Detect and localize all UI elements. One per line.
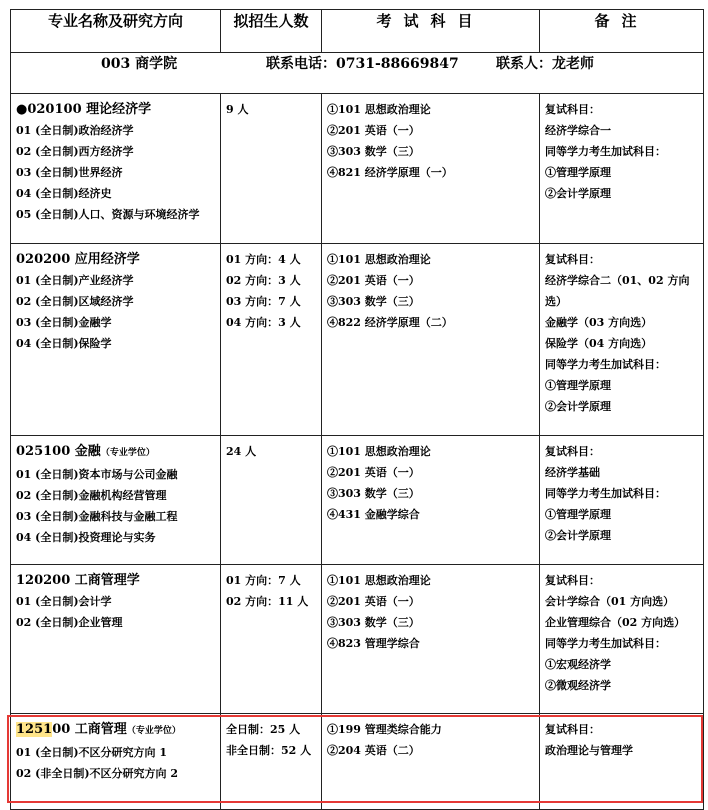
direction-item: 01 (全日制)不区分研究方向 1: [16, 746, 168, 759]
major-title: 120200 工商管理学: [16, 573, 140, 588]
quota-item: 02 方向：3 人: [226, 274, 301, 287]
note-item: 经济学综合一: [545, 124, 611, 137]
direction-item: 02 (全日制)企业管理: [16, 616, 123, 629]
note-item: 复试科目：: [545, 445, 600, 458]
note-item: 会计学综合（01 方向选）: [545, 595, 675, 608]
quota-item: 01 方向：7 人: [226, 574, 301, 587]
note-item: 金融学（03 方向选）: [545, 316, 653, 329]
quota-item: 04 方向：3 人: [226, 316, 301, 329]
direction-item: 03 (全日制)金融科技与金融工程: [16, 510, 178, 523]
note-item: 政治理论与管理学: [545, 744, 633, 757]
table-row: [11, 714, 704, 810]
exam-item: ③303 数学（三）: [327, 487, 420, 500]
note-item: 同等学力考生加试科目：: [545, 637, 666, 650]
note-item: 同等学力考生加试科目：: [545, 487, 666, 500]
note-item: 保险学（04 方向选）: [545, 337, 653, 350]
exam-item: ②201 英语（一）: [327, 595, 420, 608]
quota-item: 9 人: [226, 103, 249, 116]
major-title: 00 工商管理: [52, 722, 127, 737]
exam-item: ④822 经济学原理（二）: [327, 316, 453, 329]
note-item: 复试科目：: [545, 103, 600, 116]
exam-item: ①101 思想政治理论: [327, 103, 431, 116]
note-item: ②微观经济学: [545, 679, 611, 692]
header-note: 备注: [540, 10, 704, 53]
quota-item: 02 方向：11 人: [226, 595, 309, 608]
note-item: 同等学力考生加试科目：: [545, 145, 666, 158]
quota-item: 全日制：25 人: [226, 723, 301, 736]
exam-item: ③303 数学（三）: [327, 616, 420, 629]
note-item: 企业管理综合（02 方向选）: [545, 616, 686, 629]
major-title: ●020100 理论经济学: [16, 102, 152, 117]
header-major: 专业名称及研究方向: [11, 10, 221, 53]
direction-item: 02 (全日制)西方经济学: [16, 145, 134, 158]
table-row: [11, 436, 704, 565]
exam-item: ④431 金融学综合: [327, 508, 420, 521]
note-item: 经济学基础: [545, 466, 600, 479]
exam-item: ①101 思想政治理论: [327, 574, 431, 587]
quota-item: 03 方向：7 人: [226, 295, 301, 308]
direction-item: 05 (全日制)人口、资源与环境经济学: [16, 208, 200, 221]
note-item: ②会计学原理: [545, 400, 611, 413]
school-contact: 联系人：龙老师: [496, 56, 594, 72]
header-row: [11, 10, 704, 53]
major-title: 025100 金融: [16, 444, 101, 459]
exam-item: ②201 英语（一）: [327, 466, 420, 479]
major-code-highlight: 1251: [16, 722, 53, 737]
direction-item: 01 (全日制)会计学: [16, 595, 112, 608]
note-item: ②会计学原理: [545, 529, 611, 542]
exam-item: ④821 经济学原理（一）: [327, 166, 453, 179]
note-item: 同等学力考生加试科目：: [545, 358, 666, 371]
note-item: ①管理学原理: [545, 379, 611, 392]
direction-item: 04 (全日制)保险学: [16, 337, 112, 350]
direction-item: 04 (全日制)经济史: [16, 187, 112, 200]
direction-item: 01 (全日制)产业经济学: [16, 274, 134, 287]
exam-item: ③303 数学（三）: [327, 145, 420, 158]
note-item: 复试科目：: [545, 253, 600, 266]
note-item: ②会计学原理: [545, 187, 611, 200]
school-row: [11, 53, 704, 94]
quota-item: 24 人: [226, 445, 257, 458]
major-title: 020200 应用经济学: [16, 252, 140, 267]
exam-item: ②201 英语（一）: [327, 274, 420, 287]
direction-item: 03 (全日制)金融学: [16, 316, 112, 329]
direction-item: 02 (全日制)金融机构经营管理: [16, 489, 167, 502]
direction-item: 01 (全日制)政治经济学: [16, 124, 134, 137]
major-tag: （专业学位）: [100, 448, 155, 458]
direction-item: 04 (全日制)投资理论与实务: [16, 531, 156, 544]
exam-item: ②204 英语（二）: [327, 744, 420, 757]
table-row: [11, 244, 704, 436]
quota-item: 01 方向：4 人: [226, 253, 301, 266]
exam-item: ①101 思想政治理论: [327, 445, 431, 458]
note-item: ①管理学原理: [545, 508, 611, 521]
note-item: 复试科目：: [545, 574, 600, 587]
exam-item: ①101 思想政治理论: [327, 253, 431, 266]
direction-item: 01 (全日制)资本市场与公司金融: [16, 468, 178, 481]
note-item: 复试科目：: [545, 723, 600, 736]
exam-item: ④823 管理学综合: [327, 637, 420, 650]
header-exam: 考试科目: [322, 10, 540, 53]
note-item: ①宏观经济学: [545, 658, 611, 671]
note-item: 经济学综合二（01、02 方向选）: [545, 274, 690, 308]
admission-table: [10, 9, 704, 810]
exam-item: ②201 英语（一）: [327, 124, 420, 137]
direction-item: 02 (非全日制)不区分研究方向 2: [16, 767, 179, 780]
school-name: 003 商学院: [101, 56, 178, 72]
header-quota: 拟招生人数: [221, 10, 322, 53]
school-phone: 联系电话：0731-88669847: [266, 56, 459, 72]
major-tag: （专业学位）: [126, 726, 181, 736]
table-row: [11, 94, 704, 244]
table-row: [11, 565, 704, 714]
direction-item: 03 (全日制)世界经济: [16, 166, 123, 179]
quota-item: 非全日制：52 人: [226, 744, 312, 757]
note-item: ①管理学原理: [545, 166, 611, 179]
exam-item: ③303 数学（三）: [327, 295, 420, 308]
direction-item: 02 (全日制)区域经济学: [16, 295, 134, 308]
exam-item: ①199 管理类综合能力: [327, 723, 442, 736]
